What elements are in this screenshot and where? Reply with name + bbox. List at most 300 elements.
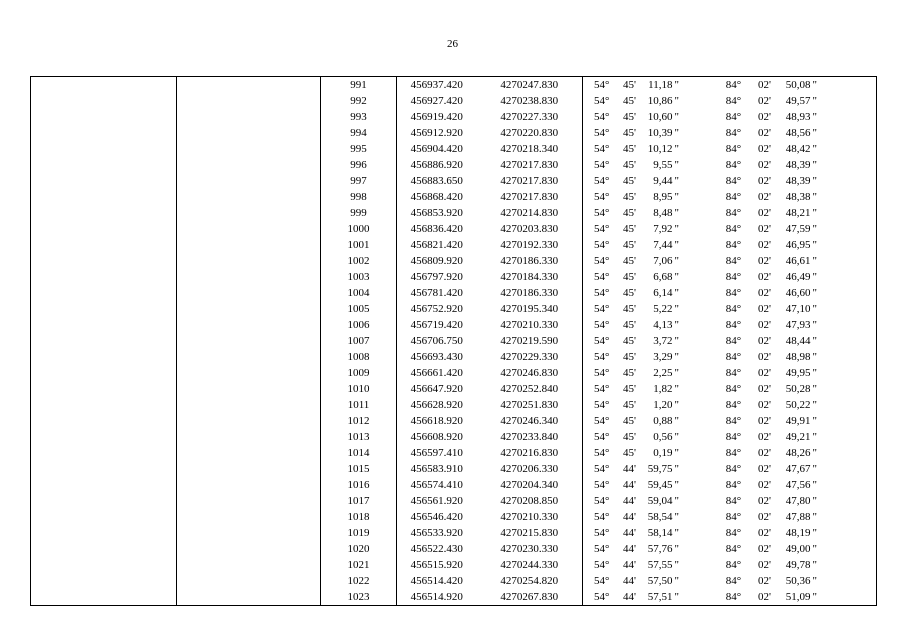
blank-cell-1 bbox=[31, 541, 177, 557]
blank-cell-1 bbox=[31, 397, 177, 413]
blank-cell-1 bbox=[31, 509, 177, 525]
lat-degrees: 54° bbox=[594, 95, 610, 107]
lat-minutes: 45' bbox=[623, 367, 636, 379]
lon-seconds-mark: " bbox=[813, 493, 877, 509]
lat-degrees: 54° bbox=[594, 351, 610, 363]
blank-cell-1 bbox=[31, 237, 177, 253]
blank-cell-1 bbox=[31, 349, 177, 365]
y-coordinate: 4270195.340 bbox=[477, 301, 583, 317]
x-coordinate: 456514.920 bbox=[397, 589, 477, 606]
lon-seconds: 46,60 bbox=[785, 287, 811, 299]
lat-degrees: 54° bbox=[594, 463, 610, 475]
lat-seconds-mark: " bbox=[674, 159, 679, 171]
x-coordinate: 456574.410 bbox=[410, 479, 463, 491]
x-coordinate: 456821.420 bbox=[410, 239, 463, 251]
lon-seconds: 50,08 bbox=[777, 77, 813, 94]
table-row bbox=[31, 525, 877, 541]
y-coordinate: 4270246.830 bbox=[477, 365, 583, 381]
y-coordinate: 4270220.830 bbox=[477, 125, 583, 141]
lon-seconds: 47,67 bbox=[785, 463, 811, 475]
lat-seconds: 59,45 bbox=[647, 479, 673, 491]
lon-degrees: 84° bbox=[725, 127, 742, 139]
point-number: 997 bbox=[321, 173, 397, 189]
lat-seconds-mark: " bbox=[674, 415, 679, 427]
table-row bbox=[31, 253, 877, 269]
x-coordinate: 456693.430 bbox=[410, 351, 463, 363]
blank-cell-2 bbox=[177, 253, 321, 269]
lon-seconds: 49,91 bbox=[785, 415, 811, 427]
blank-cell-2 bbox=[177, 445, 321, 461]
lon-seconds-mark: " bbox=[813, 285, 877, 301]
lat-degrees: 54° bbox=[594, 511, 610, 523]
point-number: 1019 bbox=[321, 525, 397, 541]
blank-cell-1 bbox=[31, 77, 177, 94]
lon-seconds: 47,59 bbox=[785, 223, 811, 235]
table-row bbox=[31, 557, 877, 573]
x-coordinate: 456608.920 bbox=[410, 431, 463, 443]
lon-seconds-mark: " bbox=[813, 557, 877, 573]
blank-cell-1 bbox=[31, 589, 177, 606]
lon-minutes: 02' bbox=[758, 111, 771, 123]
blank-cell-1 bbox=[31, 205, 177, 221]
lon-degrees: 84° bbox=[725, 223, 742, 235]
lat-seconds: 57,76 bbox=[647, 543, 673, 555]
blank-cell-1 bbox=[31, 173, 177, 189]
lon-minutes: 02' bbox=[758, 335, 771, 347]
lat-minutes: 45' bbox=[623, 95, 636, 107]
lat-degrees: 54° bbox=[594, 207, 610, 219]
lon-seconds-mark: " bbox=[813, 589, 877, 606]
lat-minutes: 45' bbox=[623, 239, 636, 251]
lon-degrees: 84° bbox=[725, 415, 742, 427]
lon-degrees: 84° bbox=[725, 239, 742, 251]
point-number: 1007 bbox=[321, 333, 397, 349]
lon-seconds: 49,78 bbox=[785, 559, 811, 571]
blank-cell-2 bbox=[177, 93, 321, 109]
lon-degrees: 84° bbox=[725, 143, 742, 155]
blank-cell-2 bbox=[177, 205, 321, 221]
y-coordinate: 4270233.840 bbox=[477, 429, 583, 445]
lon-seconds: 46,49 bbox=[785, 271, 811, 283]
lon-minutes: 02' bbox=[758, 495, 771, 507]
lon-minutes: 02' bbox=[758, 431, 771, 443]
coordinates-table bbox=[30, 76, 877, 606]
blank-cell-2 bbox=[177, 365, 321, 381]
point-number: 1018 bbox=[321, 509, 397, 525]
table-row bbox=[31, 301, 877, 317]
blank-cell-1 bbox=[31, 221, 177, 237]
point-number: 996 bbox=[321, 157, 397, 173]
blank-cell-1 bbox=[31, 285, 177, 301]
table-row bbox=[31, 349, 877, 365]
lat-seconds: 8,48 bbox=[653, 207, 673, 219]
y-coordinate: 4270217.830 bbox=[477, 157, 583, 173]
lat-degrees: 54° bbox=[594, 319, 610, 331]
lat-seconds: 58,54 bbox=[647, 511, 673, 523]
x-coordinate: 456781.420 bbox=[410, 287, 463, 299]
lat-degrees: 54° bbox=[594, 159, 610, 171]
lat-minutes: 44' bbox=[623, 463, 636, 475]
table-row bbox=[31, 477, 877, 493]
lon-minutes: 02' bbox=[758, 447, 771, 459]
lat-degrees: 54° bbox=[594, 191, 610, 203]
lat-minutes: 45' bbox=[623, 399, 636, 411]
lat-minutes: 45' bbox=[623, 303, 636, 315]
lat-minutes: 45' bbox=[623, 255, 636, 267]
point-number: 992 bbox=[321, 93, 397, 109]
lat-seconds-mark: " bbox=[675, 589, 715, 606]
lon-seconds: 48,39 bbox=[785, 159, 811, 171]
table-row bbox=[31, 93, 877, 109]
x-coordinate: 456719.420 bbox=[410, 319, 463, 331]
lat-minutes: 45' bbox=[623, 271, 636, 283]
point-number: 1010 bbox=[321, 381, 397, 397]
blank-cell-1 bbox=[31, 109, 177, 125]
lon-degrees: 84° bbox=[725, 111, 742, 123]
lon-seconds-mark: " bbox=[813, 541, 877, 557]
lat-seconds-mark: " bbox=[674, 95, 679, 107]
lon-degrees: 84° bbox=[725, 159, 742, 171]
lat-degrees: 54° bbox=[594, 431, 610, 443]
lon-degrees: 84° bbox=[725, 447, 742, 459]
lat-minutes: 45' bbox=[623, 447, 636, 459]
x-coordinate: 456533.920 bbox=[410, 527, 463, 539]
lat-minutes: 45' bbox=[623, 335, 636, 347]
lon-seconds-mark: " bbox=[813, 221, 877, 237]
lon-degrees: 84° bbox=[725, 527, 742, 539]
y-coordinate: 4270208.850 bbox=[477, 493, 583, 509]
point-number: 1003 bbox=[321, 269, 397, 285]
lat-degrees: 54° bbox=[594, 303, 610, 315]
blank-cell-2 bbox=[177, 157, 321, 173]
lat-seconds-mark: " bbox=[674, 575, 679, 587]
y-coordinate: 4270204.340 bbox=[477, 477, 583, 493]
lon-degrees: 84° bbox=[725, 95, 742, 107]
y-coordinate: 4270186.330 bbox=[477, 285, 583, 301]
lat-minutes: 45' bbox=[623, 207, 636, 219]
x-coordinate: 456561.920 bbox=[410, 495, 463, 507]
lat-seconds: 59,75 bbox=[647, 463, 673, 475]
x-coordinate: 456919.420 bbox=[410, 111, 463, 123]
lon-seconds: 49,95 bbox=[785, 367, 811, 379]
lat-minutes: 44' bbox=[623, 527, 636, 539]
lon-minutes: 02' bbox=[758, 527, 771, 539]
point-number: 1001 bbox=[321, 237, 397, 253]
lon-seconds: 48,44 bbox=[785, 335, 811, 347]
table-row bbox=[31, 381, 877, 397]
point-number: 1021 bbox=[321, 557, 397, 573]
blank-cell-2 bbox=[177, 589, 321, 606]
y-coordinate: 4270251.830 bbox=[477, 397, 583, 413]
lat-minutes: 45' bbox=[623, 415, 636, 427]
table-row bbox=[31, 285, 877, 301]
lon-degrees: 84° bbox=[725, 303, 742, 315]
lat-minutes: 45' bbox=[623, 287, 636, 299]
lon-seconds: 48,21 bbox=[785, 207, 811, 219]
lat-seconds: 5,22 bbox=[653, 303, 673, 315]
lon-degrees: 84° bbox=[715, 589, 753, 606]
point-number: 1004 bbox=[321, 285, 397, 301]
lat-degrees: 54° bbox=[594, 175, 610, 187]
lon-minutes: 02' bbox=[758, 159, 771, 171]
blank-cell-1 bbox=[31, 93, 177, 109]
point-number: 993 bbox=[321, 109, 397, 125]
point-number: 1006 bbox=[321, 317, 397, 333]
lat-seconds-mark: " bbox=[674, 431, 679, 443]
table-row bbox=[31, 461, 877, 477]
lon-minutes: 02' bbox=[758, 255, 771, 267]
lat-minutes: 44' bbox=[621, 589, 639, 606]
lat-seconds-mark: " bbox=[674, 223, 679, 235]
lon-degrees: 84° bbox=[725, 335, 742, 347]
lat-minutes: 45' bbox=[623, 383, 636, 395]
blank-cell-1 bbox=[31, 141, 177, 157]
x-coordinate: 456883.650 bbox=[410, 175, 463, 187]
blank-cell-1 bbox=[31, 429, 177, 445]
lat-seconds-mark: " bbox=[674, 111, 679, 123]
lon-seconds: 48,56 bbox=[785, 127, 811, 139]
lon-degrees: 84° bbox=[725, 383, 742, 395]
blank-cell-1 bbox=[31, 525, 177, 541]
lon-degrees: 84° bbox=[725, 479, 742, 491]
lat-degrees: 54° bbox=[594, 543, 610, 555]
lat-degrees: 54° bbox=[594, 239, 610, 251]
table-row bbox=[31, 157, 877, 173]
lon-seconds-mark: " bbox=[813, 77, 877, 94]
lat-minutes: 44' bbox=[623, 511, 636, 523]
y-coordinate: 4270227.330 bbox=[477, 109, 583, 125]
blank-cell-2 bbox=[177, 557, 321, 573]
lat-minutes: 44' bbox=[623, 543, 636, 555]
lon-minutes: 02' bbox=[758, 207, 771, 219]
blank-cell-2 bbox=[177, 173, 321, 189]
table-row bbox=[31, 109, 877, 125]
lat-seconds: 57,51 bbox=[639, 589, 675, 606]
table-row bbox=[31, 205, 877, 221]
lon-degrees: 84° bbox=[725, 287, 742, 299]
lon-degrees: 84° bbox=[725, 511, 742, 523]
y-coordinate: 4270215.830 bbox=[477, 525, 583, 541]
lat-seconds-mark: " bbox=[674, 303, 679, 315]
lon-seconds: 50,36 bbox=[785, 575, 811, 587]
lat-degrees: 54° bbox=[583, 77, 621, 94]
lon-minutes: 02' bbox=[758, 575, 771, 587]
lon-seconds: 48,42 bbox=[785, 143, 811, 155]
blank-cell-1 bbox=[31, 461, 177, 477]
lon-minutes: 02' bbox=[758, 191, 771, 203]
table-row bbox=[31, 413, 877, 429]
y-coordinate: 4270210.330 bbox=[477, 317, 583, 333]
point-number: 1012 bbox=[321, 413, 397, 429]
lon-minutes: 02' bbox=[758, 479, 771, 491]
table-row bbox=[31, 541, 877, 557]
lat-minutes: 45' bbox=[623, 223, 636, 235]
blank-cell-1 bbox=[31, 189, 177, 205]
lat-seconds-mark: " bbox=[674, 191, 679, 203]
blank-cell-2 bbox=[177, 413, 321, 429]
blank-cell-2 bbox=[177, 477, 321, 493]
y-coordinate: 4270186.330 bbox=[477, 253, 583, 269]
x-coordinate: 456706.750 bbox=[410, 335, 463, 347]
lon-seconds-mark: " bbox=[813, 269, 877, 285]
x-coordinate: 456661.420 bbox=[410, 367, 463, 379]
lon-seconds-mark: " bbox=[813, 189, 877, 205]
x-coordinate: 456809.920 bbox=[410, 255, 463, 267]
lat-degrees: 54° bbox=[594, 495, 610, 507]
table-row bbox=[31, 429, 877, 445]
lat-seconds-mark: " bbox=[674, 399, 679, 411]
blank-cell-2 bbox=[177, 349, 321, 365]
x-coordinate: 456868.420 bbox=[410, 191, 463, 203]
lat-degrees: 54° bbox=[594, 367, 610, 379]
blank-cell-2 bbox=[177, 301, 321, 317]
lat-minutes: 44' bbox=[623, 575, 636, 587]
lat-seconds: 7,44 bbox=[653, 239, 673, 251]
blank-cell-2 bbox=[177, 493, 321, 509]
lon-seconds: 48,98 bbox=[785, 351, 811, 363]
lat-minutes: 45' bbox=[623, 111, 636, 123]
y-coordinate: 4270217.830 bbox=[477, 173, 583, 189]
x-coordinate: 456515.920 bbox=[410, 559, 463, 571]
lon-seconds-mark: " bbox=[813, 301, 877, 317]
lat-degrees: 54° bbox=[583, 589, 621, 606]
x-coordinate: 456886.920 bbox=[410, 159, 463, 171]
table-row bbox=[31, 173, 877, 189]
lon-seconds: 47,88 bbox=[785, 511, 811, 523]
lon-seconds: 49,21 bbox=[785, 431, 811, 443]
lat-minutes: 45' bbox=[623, 143, 636, 155]
point-number: 1002 bbox=[321, 253, 397, 269]
blank-cell-2 bbox=[177, 237, 321, 253]
table-row bbox=[31, 509, 877, 525]
y-coordinate: 4270254.820 bbox=[477, 573, 583, 589]
lat-seconds-mark: " bbox=[675, 77, 715, 94]
lon-minutes: 02' bbox=[758, 175, 771, 187]
lat-seconds: 57,50 bbox=[647, 575, 673, 587]
y-coordinate: 4270218.340 bbox=[477, 141, 583, 157]
lat-seconds: 1,20 bbox=[653, 399, 673, 411]
lat-seconds-mark: " bbox=[674, 495, 679, 507]
lat-degrees: 54° bbox=[594, 559, 610, 571]
lat-seconds: 9,55 bbox=[653, 159, 673, 171]
lon-minutes: 02' bbox=[758, 383, 771, 395]
lat-degrees: 54° bbox=[594, 271, 610, 283]
lat-seconds: 0,88 bbox=[653, 415, 673, 427]
lat-seconds-mark: " bbox=[674, 175, 679, 187]
lat-seconds-mark: " bbox=[674, 207, 679, 219]
blank-cell-1 bbox=[31, 365, 177, 381]
lon-degrees: 84° bbox=[725, 495, 742, 507]
lat-seconds: 2,25 bbox=[653, 367, 673, 379]
lon-minutes: 02' bbox=[758, 559, 771, 571]
blank-cell-2 bbox=[177, 541, 321, 557]
lon-minutes: 02' bbox=[758, 543, 771, 555]
x-coordinate: 456937.420 bbox=[397, 77, 477, 94]
lon-seconds: 48,93 bbox=[785, 111, 811, 123]
blank-cell-2 bbox=[177, 573, 321, 589]
table-row bbox=[31, 221, 877, 237]
blank-cell-1 bbox=[31, 157, 177, 173]
lat-seconds: 59,04 bbox=[647, 495, 673, 507]
y-coordinate: 4270203.830 bbox=[477, 221, 583, 237]
blank-cell-1 bbox=[31, 573, 177, 589]
blank-cell-2 bbox=[177, 333, 321, 349]
lon-minutes: 02' bbox=[758, 223, 771, 235]
lon-degrees: 84° bbox=[725, 319, 742, 331]
y-coordinate: 4270184.330 bbox=[477, 269, 583, 285]
lat-minutes: 45' bbox=[623, 159, 636, 171]
lat-seconds-mark: " bbox=[674, 143, 679, 155]
lon-degrees: 84° bbox=[725, 399, 742, 411]
lon-minutes: 02' bbox=[753, 77, 777, 94]
lon-seconds: 47,56 bbox=[785, 479, 811, 491]
x-coordinate: 456514.420 bbox=[410, 575, 463, 587]
lon-seconds: 48,19 bbox=[785, 527, 811, 539]
x-coordinate: 456583.910 bbox=[410, 463, 463, 475]
blank-cell-1 bbox=[31, 445, 177, 461]
lon-seconds-mark: " bbox=[813, 365, 877, 381]
lon-degrees: 84° bbox=[725, 175, 742, 187]
x-coordinate: 456836.420 bbox=[410, 223, 463, 235]
x-coordinate: 456797.920 bbox=[410, 271, 463, 283]
y-coordinate: 4270252.840 bbox=[477, 381, 583, 397]
lon-seconds: 48,38 bbox=[785, 191, 811, 203]
blank-cell-1 bbox=[31, 269, 177, 285]
lat-seconds-mark: " bbox=[674, 255, 679, 267]
blank-cell-2 bbox=[177, 269, 321, 285]
blank-cell-1 bbox=[31, 125, 177, 141]
point-number: 1016 bbox=[321, 477, 397, 493]
lat-seconds-mark: " bbox=[674, 447, 679, 459]
x-coordinate: 456752.920 bbox=[410, 303, 463, 315]
lat-seconds: 6,14 bbox=[653, 287, 673, 299]
lon-seconds-mark: " bbox=[813, 525, 877, 541]
lat-degrees: 54° bbox=[594, 479, 610, 491]
table-row bbox=[31, 77, 877, 94]
point-number: 1020 bbox=[321, 541, 397, 557]
lon-minutes: 02' bbox=[758, 463, 771, 475]
blank-cell-1 bbox=[31, 557, 177, 573]
lon-degrees: 84° bbox=[725, 431, 742, 443]
lon-seconds: 48,39 bbox=[785, 175, 811, 187]
lat-seconds-mark: " bbox=[674, 511, 679, 523]
blank-cell-2 bbox=[177, 429, 321, 445]
lon-seconds: 50,22 bbox=[785, 399, 811, 411]
lat-degrees: 54° bbox=[594, 527, 610, 539]
blank-cell-1 bbox=[31, 477, 177, 493]
x-coordinate: 456647.920 bbox=[410, 383, 463, 395]
lat-minutes: 44' bbox=[623, 559, 636, 571]
lon-seconds-mark: " bbox=[813, 445, 877, 461]
lat-seconds: 10,86 bbox=[647, 95, 673, 107]
lat-seconds: 6,68 bbox=[653, 271, 673, 283]
lat-seconds-mark: " bbox=[674, 351, 679, 363]
lon-minutes: 02' bbox=[758, 239, 771, 251]
lon-seconds-mark: " bbox=[813, 477, 877, 493]
table-row bbox=[31, 189, 877, 205]
point-number: 1013 bbox=[321, 429, 397, 445]
lon-seconds-mark: " bbox=[813, 461, 877, 477]
table-row bbox=[31, 445, 877, 461]
lon-seconds-mark: " bbox=[813, 173, 877, 189]
blank-cell-1 bbox=[31, 413, 177, 429]
lon-seconds-mark: " bbox=[813, 317, 877, 333]
lat-degrees: 54° bbox=[594, 399, 610, 411]
y-coordinate: 4270244.330 bbox=[477, 557, 583, 573]
blank-cell-1 bbox=[31, 317, 177, 333]
lat-seconds: 7,06 bbox=[653, 255, 673, 267]
lat-minutes: 45' bbox=[623, 351, 636, 363]
